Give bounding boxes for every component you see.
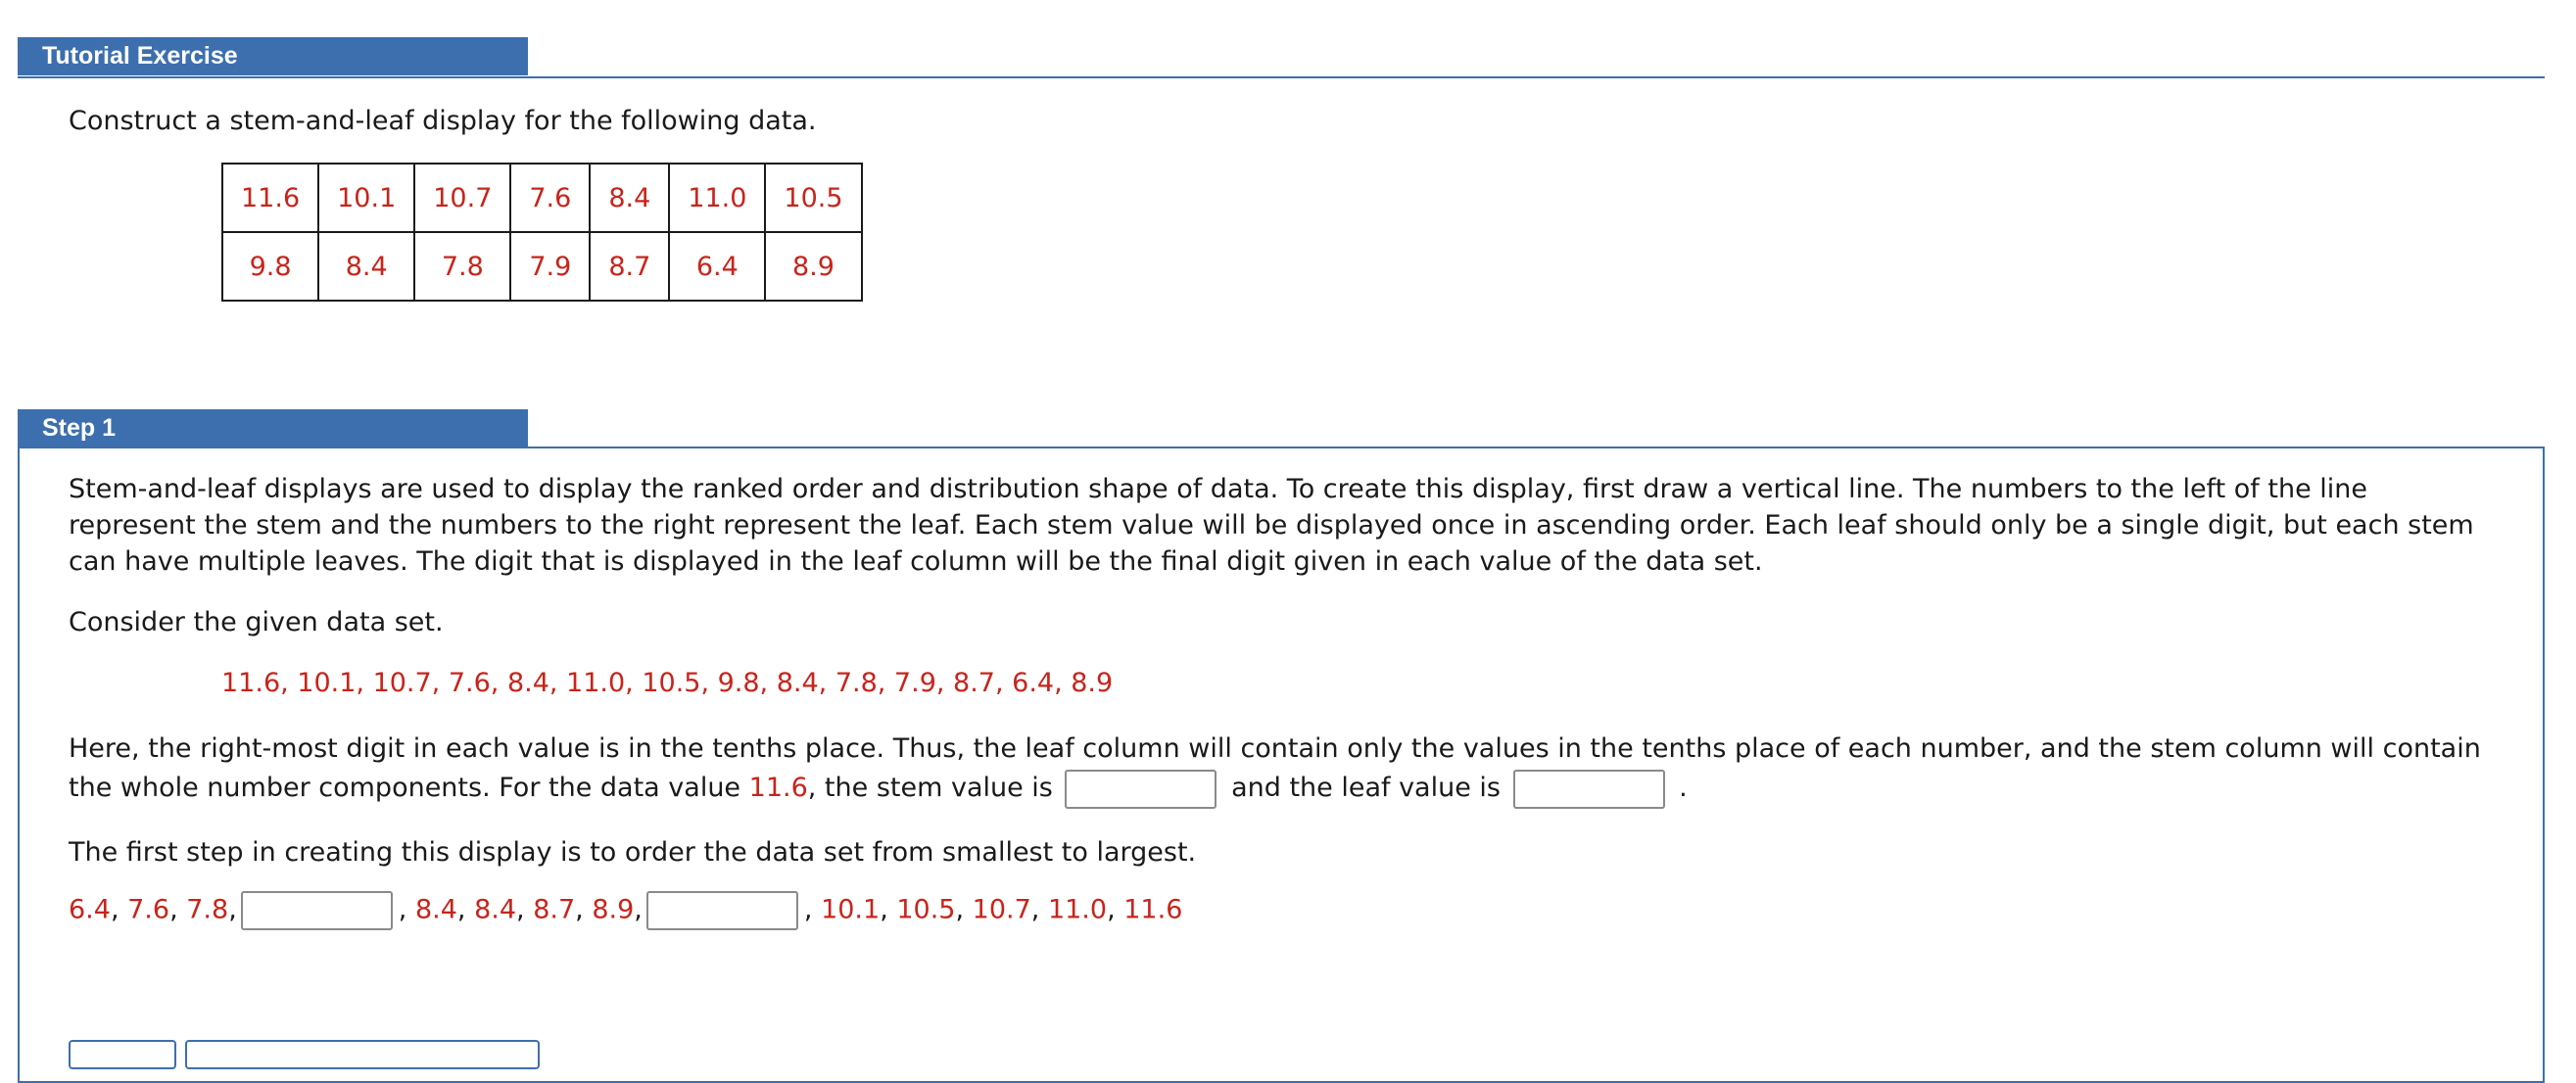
separator: , <box>169 894 187 925</box>
data-table-cell: 9.8 <box>222 232 318 301</box>
separator: , <box>456 894 475 925</box>
separator: , <box>803 894 822 925</box>
separator: , <box>110 894 128 925</box>
here-text-3: and the leaf value is <box>1231 773 1501 803</box>
tutorial-header-rule <box>18 76 2545 78</box>
ordered-value: 6.4 <box>69 894 111 925</box>
ordered-values-group-3 <box>804 895 1182 925</box>
dataset-line: 11.6, 10.1, 10.7, 7.6, 8.4, 11.0, 10.5, 9.8, 8.4, 7.8, 7.9, 8.7, 6.4, 8.9 <box>221 668 1114 698</box>
stem-value-input[interactable] <box>1065 770 1216 809</box>
tutorial-exercise-header: Tutorial Exercise <box>18 37 528 75</box>
separator: , <box>1030 894 1048 925</box>
data-table-cell: 10.5 <box>765 164 861 232</box>
data-table-cell: 6.4 <box>669 232 765 301</box>
ordered-value: 7.6 <box>127 894 170 925</box>
step-1-intro: Stem-and-leaf displays are used to display the ranked order and distribution shape of data. To create this display, first draw a vertical line. The numbers to the left of the line represent the stem and the numbers to the right represent the leaf. Each stem value will be displayed once in ascending order. Each leaf should only be a single digit, but each stem can have multiple leaves. The digit that is displayed in the leaf column will be the final digit given in each value of the data set. <box>69 474 2474 577</box>
ordered-value: 8.9 <box>592 894 635 925</box>
ordered-value: 7.8 <box>186 894 229 925</box>
ordered-value: 8.4 <box>414 894 457 925</box>
ordered-value: 8.7 <box>533 894 576 925</box>
data-table-row <box>222 164 862 232</box>
step-1-header: Step 1 <box>18 409 528 447</box>
data-table-cell: 8.7 <box>590 232 669 301</box>
separator: , <box>1107 894 1124 925</box>
ordered-blank-2-input[interactable] <box>646 891 798 930</box>
ordered-value: 8.4 <box>474 894 517 925</box>
separator: , <box>228 894 237 925</box>
separator: , <box>398 894 415 925</box>
data-table-cell: 7.6 <box>510 164 590 232</box>
data-table-cell: 11.0 <box>669 164 765 232</box>
data-table-cell: 8.4 <box>590 164 669 232</box>
separator: , <box>634 894 643 925</box>
ordered-value: 10.5 <box>896 894 956 925</box>
separator: , <box>955 894 973 925</box>
ordered-value: 10.7 <box>972 894 1031 925</box>
skip-to-end-button[interactable] <box>185 1040 540 1069</box>
data-table-cell: 7.9 <box>510 232 590 301</box>
data-table-cell: 7.8 <box>414 232 510 301</box>
ordered-value: 11.6 <box>1123 894 1183 925</box>
here-text-2: , the stem value is <box>807 773 1053 803</box>
submit-button[interactable] <box>69 1040 176 1069</box>
here-text-4: . <box>1679 773 1688 803</box>
example-value: 11.6 <box>748 773 808 803</box>
data-table-cell: 11.6 <box>222 164 318 232</box>
ordered-data-line <box>69 891 2498 930</box>
separator: , <box>575 894 593 925</box>
here-text-1: Here, the right-most digit in each value is in the tenths place. Thus, the leaf column will contain only the values in the tenths place of each number, and the stem column will contain the whole number components. For the data value <box>69 733 2481 803</box>
consider-text: Consider the given data set. <box>69 607 444 637</box>
data-table-cell: 8.4 <box>318 232 414 301</box>
stem-leaf-question <box>69 730 2498 809</box>
first-step-text: The first step in creating this display is to order the data set from smallest to largest. <box>69 837 1197 868</box>
leaf-value-input[interactable] <box>1513 770 1665 809</box>
separator: , <box>880 894 897 925</box>
data-table-cell: 10.7 <box>414 164 510 232</box>
ordered-blank-1-input[interactable] <box>241 891 393 930</box>
exercise-prompt: Construct a stem-and-leaf display for the following data. <box>69 106 817 136</box>
data-table <box>221 163 863 302</box>
ordered-value: 11.0 <box>1047 894 1108 925</box>
ordered-values-group-1 <box>69 895 237 925</box>
data-table-row <box>222 232 862 301</box>
ordered-values-group-2 <box>399 895 643 925</box>
data-table-cell: 10.1 <box>318 164 414 232</box>
data-table-cell: 8.9 <box>765 232 861 301</box>
separator: , <box>516 894 534 925</box>
ordered-value: 10.1 <box>821 894 881 925</box>
